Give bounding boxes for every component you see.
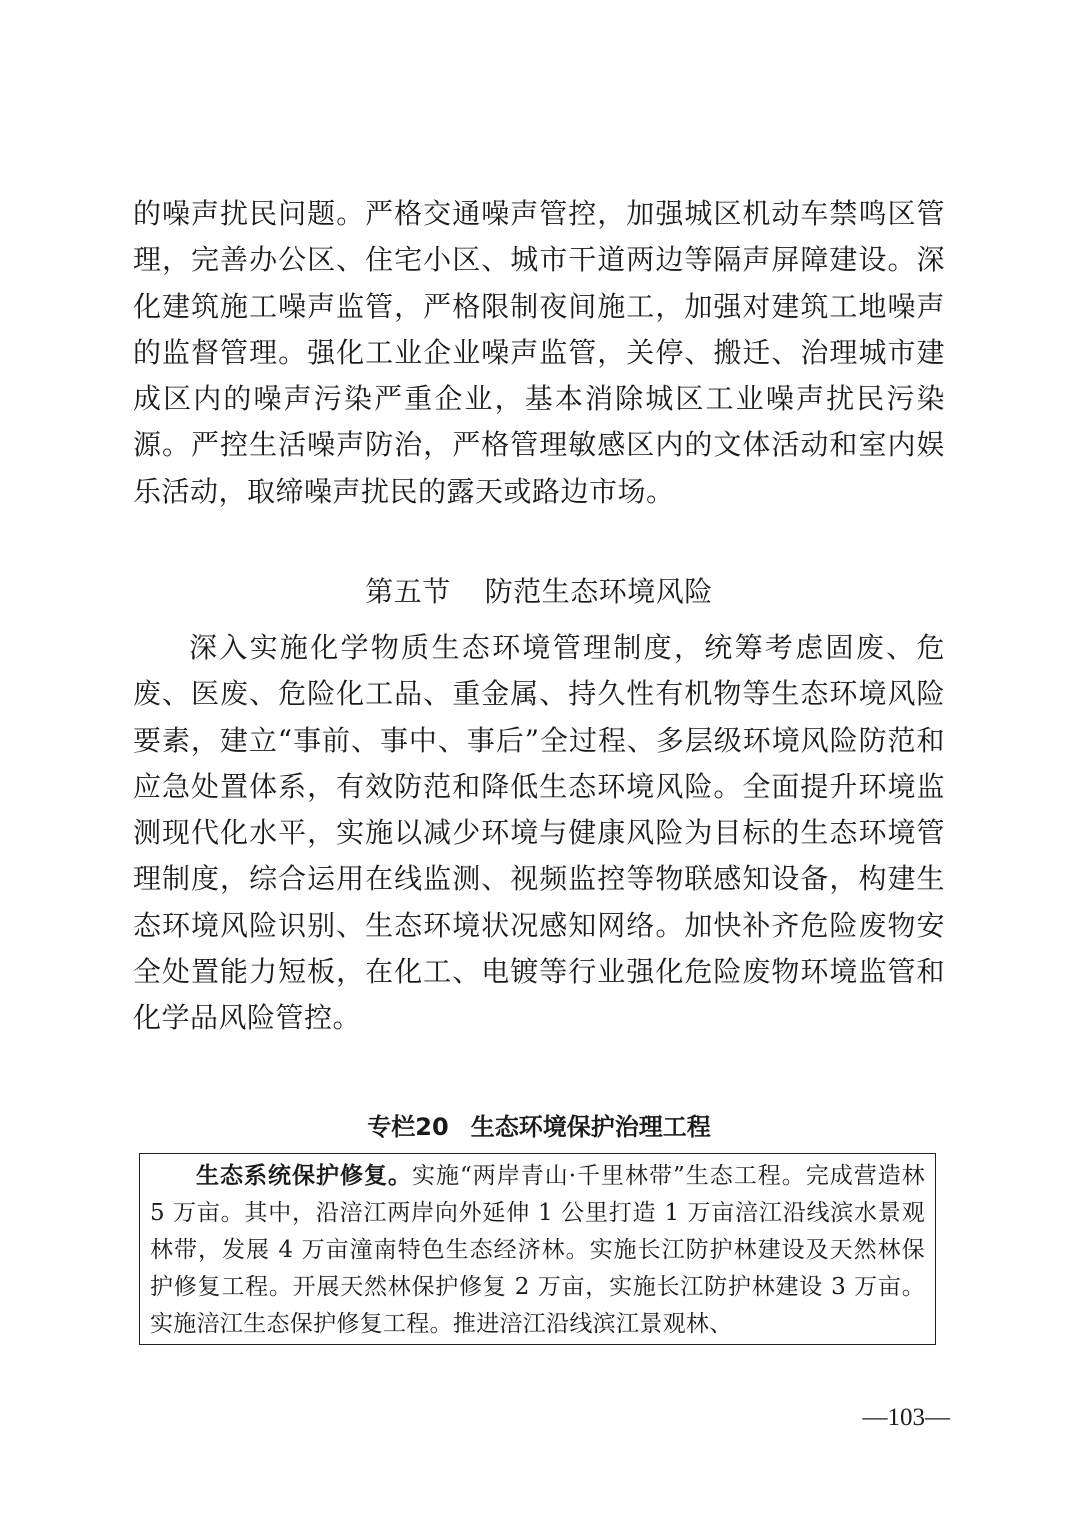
box-label: 专栏20 — [367, 1113, 449, 1141]
paragraph-ecological-risk: 深入实施化学物质生态环境管理制度，统筹考虑固废、危废、医废、危险化工品、重金属、持久性有机物等生态环境风险要素，建立“事前、事中、事后”全过程、多层级环境风险防范和应急处置体系，有效防范和降低生态环境风险。全面提升环境监测现代化水平，实施以减少环境与健康风险为目标的生态环境管理制度，综合运用在线监测、视频监控等物联感知设备，构建生态环境风险识别、生态环境状况感知网络。加快补齐危险废物安全处置能力短板，在化工、电镀等行业强化危险废物环境监管和化学品风险管控。 — [133, 631, 945, 1035]
feature-box — [139, 1153, 936, 1345]
section-number: 第五节 — [365, 575, 451, 608]
box-title — [133, 1109, 945, 1145]
box-lead: 生态系统保护修复。 — [196, 1162, 412, 1189]
box-content — [150, 1157, 925, 1343]
section-heading — [133, 572, 945, 612]
section-title: 防范生态环境风险 — [484, 575, 713, 608]
box-text: 实施“两岸青山·千里林带”生态工程。完成营造林 5 万亩。其中，沿涪江两岸向外延伸 1 公里打造 1 万亩涪江沿线滨水景观林带，发展 4 万亩潼南特色生态经济林。实施长江防护林建设及天然林保护修复工程。开展天然林保护修复 2 万亩，实施长江防护林建设 3 万亩。实施涪江生态保护修复工程。推进涪江沿线滨江景观林、 — [150, 1163, 925, 1337]
page-number: —103— — [862, 1404, 950, 1431]
box-title-text: 生态环境保护治理工程 — [470, 1113, 711, 1141]
paragraph-noise-control: 的噪声扰民问题。严格交通噪声管控，加强城区机动车禁鸣区管理，完善办公区、住宅小区、城市干道两边等隔声屏障建设。深化建筑施工噪声监管，严格限制夜间施工，加强对建筑工地噪声的监督管理。强化工业企业噪声监管，关停、搬迁、治理城市建成区内的噪声污染严重企业，基本消除城区工业噪声扰民污染源。严控生活噪声防治，严格管理敏感区内的文体活动和室内娱乐活动，取缔噪声扰民的露天或路边市场。 — [133, 197, 945, 508]
